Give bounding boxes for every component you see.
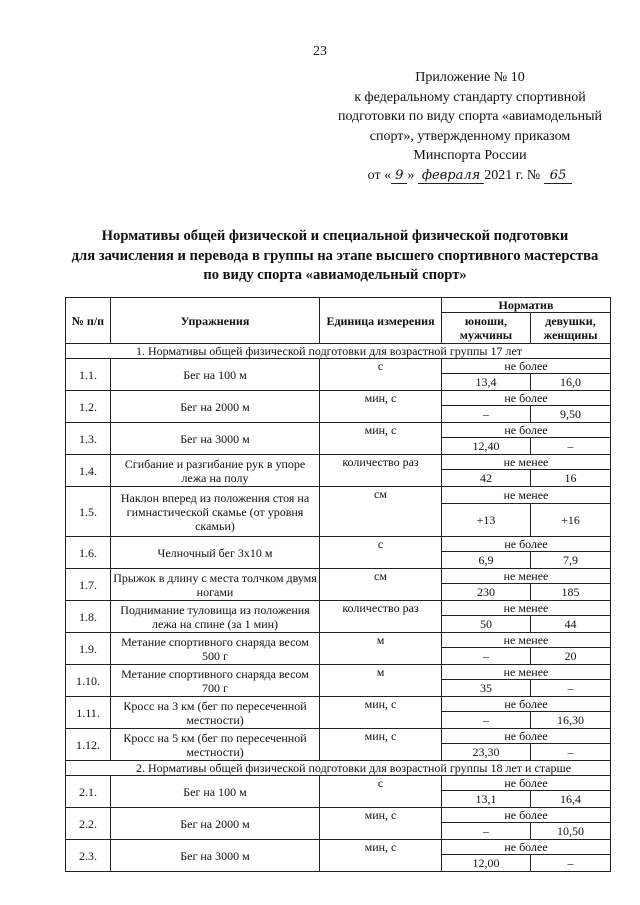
standards-table (65, 297, 611, 872)
table-row (66, 633, 611, 648)
title-line-3: по виду спорта «авиамодельный спорт» (203, 267, 467, 283)
table-row (66, 455, 611, 470)
norm-condition: не менее (442, 487, 611, 504)
table-row (66, 391, 611, 406)
row-number: 1.7. (66, 569, 111, 601)
header-girls: девушки, женщины (531, 313, 611, 344)
row-number: 1.10. (66, 665, 111, 697)
table-row (66, 729, 611, 744)
value-boys: 23,30 (442, 744, 531, 761)
unit-cell: м (320, 665, 442, 697)
table-row (66, 665, 611, 680)
appendix-date-line (330, 166, 610, 186)
table-row (66, 808, 611, 823)
exercise-name: Бег на 100 м (111, 359, 320, 391)
unit-cell: количество раз (320, 455, 442, 487)
row-number: 2.2. (66, 808, 111, 840)
norm-condition: не более (442, 391, 611, 406)
value-girls: – (531, 680, 611, 697)
unit-cell: с (320, 359, 442, 391)
document-title (30, 227, 640, 286)
row-number: 2.3. (66, 840, 111, 872)
value-boys: 6,9 (442, 552, 531, 569)
value-boys: 12,40 (442, 438, 531, 455)
exercise-name: Челночный бег 3х10 м (111, 537, 320, 569)
table-row (66, 537, 611, 552)
value-boys: – (442, 823, 531, 840)
title-line-2: для зачисления и перевода в группы на этапе высшего спортивного мастерства (71, 247, 599, 264)
norm-condition: не менее (442, 569, 611, 584)
unit-cell: м (320, 633, 442, 665)
value-girls: 20 (531, 648, 611, 665)
table-row (66, 423, 611, 438)
appendix-line-4: спорт», утвержденному приказом (369, 128, 571, 144)
row-number: 1.5. (66, 487, 111, 537)
exercise-name: Бег на 2000 м (111, 808, 320, 840)
table-row (66, 359, 611, 374)
table-row (66, 840, 611, 855)
value-boys: 12,00 (442, 855, 531, 872)
unit-cell: мин, с (320, 729, 442, 761)
header-exercise: Упражнения (111, 298, 320, 344)
norm-condition: не менее (442, 455, 611, 470)
appendix-line-3: подготовки по виду спорта «авиамодельный (337, 109, 603, 124)
value-boys: – (442, 648, 531, 665)
unit-cell: количество раз (320, 601, 442, 633)
value-girls: 16 (531, 470, 611, 487)
unit-cell: с (320, 537, 442, 569)
page-number: 23 (313, 44, 327, 59)
appendix-line-1: Приложение № 10 (415, 70, 525, 85)
value-boys: 50 (442, 616, 531, 633)
order-number: 65 (544, 169, 573, 184)
row-number: 1.6. (66, 537, 111, 569)
date-month: февраля (418, 169, 484, 184)
exercise-name: Кросс на 5 км (бег по пересеченной местности) (111, 729, 320, 761)
value-girls: 7,9 (531, 552, 611, 569)
norm-condition: не менее (442, 633, 611, 648)
value-girls: 185 (531, 584, 611, 601)
norm-condition: не более (442, 423, 611, 438)
table-row (66, 697, 611, 712)
row-number: 1.1. (66, 359, 111, 391)
exercise-name: Сгибание и разгибание рук в упоре лежа на полу (111, 455, 320, 487)
exercise-name: Бег на 100 м (111, 776, 320, 808)
row-number: 1.12. (66, 729, 111, 761)
header-norm: Норматив (442, 298, 611, 313)
row-number: 1.2. (66, 391, 111, 423)
value-girls: +16 (531, 504, 611, 537)
unit-cell: мин, с (320, 423, 442, 455)
norm-condition: не менее (442, 665, 611, 680)
norm-condition: не более (442, 729, 611, 744)
value-girls: 16,30 (531, 712, 611, 729)
row-number: 1.3. (66, 423, 111, 455)
value-girls: 10,50 (531, 823, 611, 840)
header-unit: Единица измерения (320, 298, 442, 344)
row-number: 1.11. (66, 697, 111, 729)
unit-cell: мин, с (320, 697, 442, 729)
exercise-name: Бег на 2000 м (111, 391, 320, 423)
value-girls: 9,50 (531, 406, 611, 423)
date-mid: » (407, 167, 415, 183)
table-row (66, 569, 611, 584)
norm-condition: не более (442, 697, 611, 712)
appendix-line-5: Минспорта России (413, 148, 527, 163)
row-number: 1.4. (66, 455, 111, 487)
exercise-name: Наклон вперед из положения стоя на гимнастической скамье (от уровня скамьи) (111, 487, 320, 537)
header-boys: юноши, мужчины (442, 313, 531, 344)
value-boys: 230 (442, 584, 531, 601)
unit-cell: см (320, 569, 442, 601)
value-boys: 35 (442, 680, 531, 697)
value-boys: +13 (442, 504, 531, 537)
unit-cell: мин, с (320, 391, 442, 423)
appendix-line-2: к федеральному стандарту спортивной (354, 89, 586, 105)
date-year: 2021 г. № (484, 167, 541, 183)
value-boys: 42 (442, 470, 531, 487)
norm-condition: не более (442, 359, 611, 374)
value-girls: – (531, 438, 611, 455)
value-girls: – (531, 855, 611, 872)
norm-condition: не более (442, 808, 611, 823)
exercise-name: Прыжок в длину с места толчком двумя ногами (111, 569, 320, 601)
unit-cell: см (320, 487, 442, 537)
table-row (66, 601, 611, 616)
exercise-name: Бег на 3000 м (111, 423, 320, 455)
header-num: № п/п (66, 298, 111, 344)
norm-condition: не менее (442, 601, 611, 616)
value-boys: 13,4 (442, 374, 531, 391)
exercise-name: Бег на 3000 м (111, 840, 320, 872)
title-line-1: Нормативы общей физической и специальной физической подготовки (101, 228, 569, 244)
exercise-name: Кросс на 3 км (бег по пересеченной местности) (111, 697, 320, 729)
value-girls: – (531, 744, 611, 761)
value-boys: – (442, 406, 531, 423)
row-number: 2.1. (66, 776, 111, 808)
norm-condition: не более (442, 776, 611, 791)
value-girls: 16,0 (531, 374, 611, 391)
section-row (66, 761, 611, 776)
table-row (66, 487, 611, 504)
exercise-name: Метание спортивного снаряда весом 700 г (111, 665, 320, 697)
exercise-name: Метание спортивного снаряда весом 500 г (111, 633, 320, 665)
unit-cell: с (320, 776, 442, 808)
exercise-name: Поднимание туловища из положения лежа на спине (за 1 мин) (111, 601, 320, 633)
unit-cell: мин, с (320, 840, 442, 872)
unit-cell: мин, с (320, 808, 442, 840)
table-body (66, 344, 611, 872)
value-girls: 16,4 (531, 791, 611, 808)
section-row (66, 344, 611, 359)
row-number: 1.9. (66, 633, 111, 665)
value-boys: 13,1 (442, 791, 531, 808)
value-girls: 44 (531, 616, 611, 633)
date-prefix: от « (367, 167, 392, 183)
norm-condition: не более (442, 537, 611, 552)
row-number: 1.8. (66, 601, 111, 633)
table-row (66, 776, 611, 791)
norm-condition: не более (442, 840, 611, 855)
section-title: 1. Нормативы общей физической подготовки для возрастной группы 17 лет (66, 344, 611, 359)
section-title: 2. Нормативы общей физической подготовки для возрастной группы 18 лет и старше (66, 761, 611, 776)
appendix-header (330, 68, 610, 185)
value-boys: – (442, 712, 531, 729)
date-day: 9 (391, 169, 407, 184)
